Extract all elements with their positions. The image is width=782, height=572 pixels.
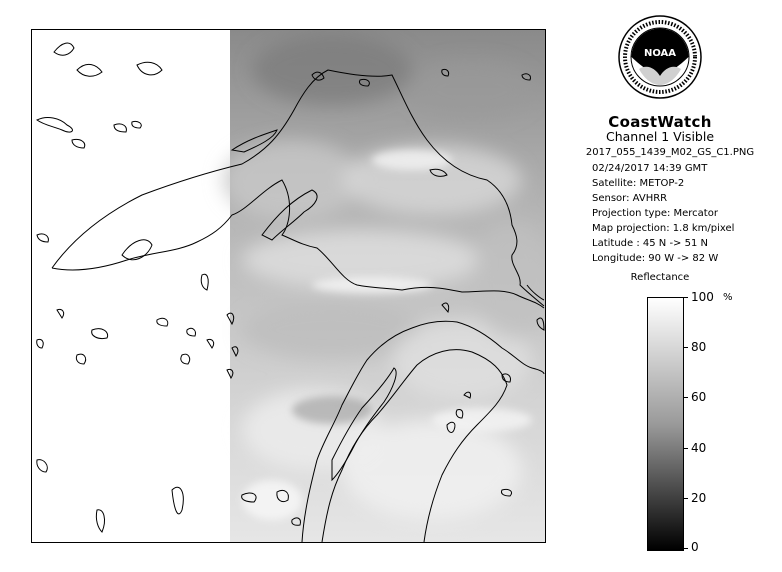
map-svg bbox=[32, 30, 545, 542]
noaa-logo-icon bbox=[617, 14, 703, 100]
legend-tick-label: 80 bbox=[691, 340, 707, 354]
legend-tick bbox=[683, 548, 688, 549]
legend-tick bbox=[683, 448, 688, 449]
legend-tick-label: 60 bbox=[691, 390, 707, 404]
legend-tick bbox=[683, 297, 688, 298]
file-name: 2017_055_1439_M02_GS_C1.PNG bbox=[585, 147, 755, 158]
left-coastlines bbox=[37, 43, 238, 532]
date-time: 02/24/2017 14:39 GMT bbox=[592, 163, 708, 174]
legend-tick-label: 0 bbox=[691, 540, 699, 554]
reflectance-colorbar bbox=[647, 297, 684, 551]
latitude-range: Latitude : 45 N -> 51 N bbox=[592, 238, 708, 249]
projection-type: Projection type: Mercator bbox=[592, 208, 718, 219]
noaa-logo-text: NOAA bbox=[643, 48, 677, 59]
longitude-range: Longitude: 90 W -> 82 W bbox=[592, 253, 719, 264]
satellite-map[interactable] bbox=[31, 29, 546, 543]
map-projection: Map projection: 1.8 km/pixel bbox=[592, 223, 735, 234]
legend-tick bbox=[683, 347, 688, 348]
legend-tick bbox=[683, 397, 688, 398]
legend-tick bbox=[683, 498, 688, 499]
legend-tick-label: 20 bbox=[691, 491, 707, 505]
satellite-label: Satellite: METOP-2 bbox=[592, 178, 685, 189]
legend-unit: % bbox=[723, 292, 733, 303]
legend-tick-label: 40 bbox=[691, 441, 707, 455]
legend-tick-label: 100 bbox=[691, 290, 714, 304]
legend-title: Reflectance bbox=[630, 272, 690, 283]
sensor-label: Sensor: AVHRR bbox=[592, 193, 668, 204]
satellite-imagery bbox=[222, 30, 545, 542]
brand-title: CoastWatch bbox=[608, 113, 712, 131]
channel-label: Channel 1 Visible bbox=[605, 129, 715, 144]
